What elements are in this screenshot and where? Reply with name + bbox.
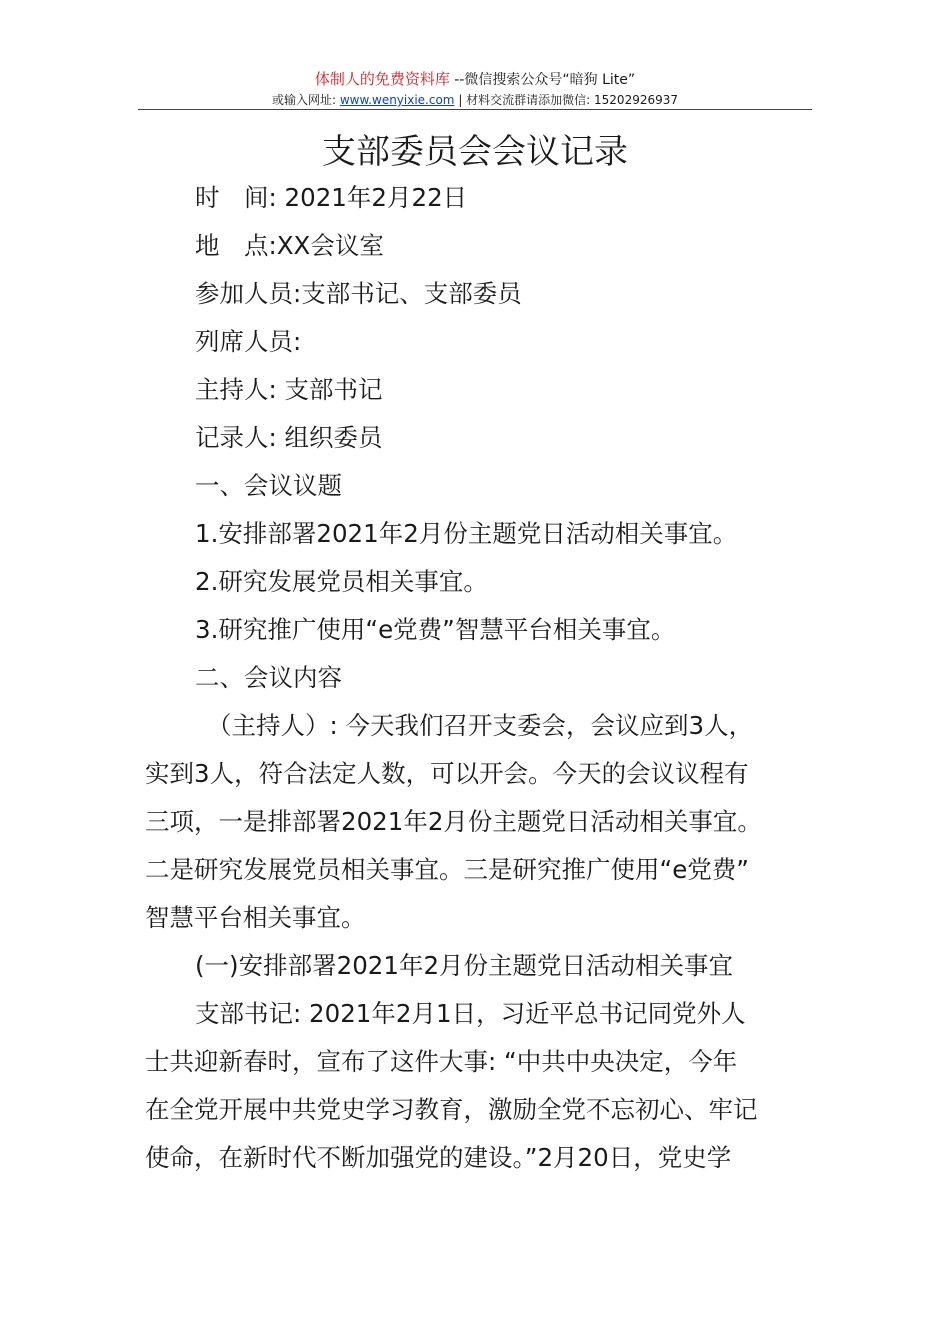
header-line-1 [138, 68, 812, 91]
subsection-heading-1: (一)安排部署2021年2月份主题党日活动相关事宜 [195, 951, 734, 980]
header-tagline: --微信搜索公众号“暗狗 Lite” [449, 72, 636, 88]
section-heading-agenda: 一、会议议题 [195, 471, 342, 500]
paragraph-line: 支部书记: 2021年2月1日，习近平总书记同党外人 [195, 999, 746, 1028]
meta-recorder: 记录人: 组织委员 [195, 423, 383, 452]
paragraph-line: 三项，一是排部署2021年2月份主题党日活动相关事宜。 [145, 807, 762, 836]
header-line-2 [138, 91, 812, 109]
paragraph-line: 智慧平台相关事宜。 [145, 903, 366, 932]
agenda-item-1: 1.安排部署2021年2月份主题党日活动相关事宜。 [195, 519, 738, 548]
meta-location: 地 点:XX会议室 [195, 231, 384, 260]
header-brand: 体制人的免费资料库 [314, 70, 450, 88]
header-url-link[interactable]: www.wenyixie.com [339, 93, 455, 107]
agenda-item-2: 2.研究发展党员相关事宜。 [195, 567, 488, 596]
meta-time: 时 间: 2021年2月22日 [195, 183, 468, 212]
header-contact: | 材料交流群请添加微信: 15202926937 [454, 93, 679, 107]
document-body [145, 174, 813, 1182]
meta-attendees: 参加人员:支部书记、支部委员 [195, 279, 522, 308]
paragraph-line: 使命，在新时代不断加强党的建设。”2月20日，党史学 [145, 1143, 732, 1172]
header-divider [138, 109, 812, 110]
paragraph-line: 二是研究发展党员相关事宜。三是研究推广使用“e党费” [145, 855, 749, 884]
section-heading-content: 二、会议内容 [195, 663, 342, 692]
meta-observers: 列席人员: [195, 327, 302, 356]
page-header [138, 68, 812, 109]
paragraph-line: 士共迎新春时，宣布了这件大事: “中共中央决定，今年 [145, 1047, 738, 1076]
paragraph-line: 在全党开展中共党史学习教育，激励全党不忘初心、牢记 [145, 1095, 758, 1124]
meta-host: 主持人: 支部书记 [195, 375, 383, 404]
document-title: 支部委员会会议记录 [322, 132, 628, 172]
paragraph-line: 实到3人，符合法定人数，可以开会。今天的会议议程有 [145, 759, 749, 788]
agenda-item-3: 3.研究推广使用“e党费”智慧平台相关事宜。 [195, 615, 676, 644]
paragraph-line: （主持人）: 今天我们召开支委会，会议应到3人， [207, 711, 754, 740]
header-url-prefix: 或输入网址: [271, 93, 340, 107]
